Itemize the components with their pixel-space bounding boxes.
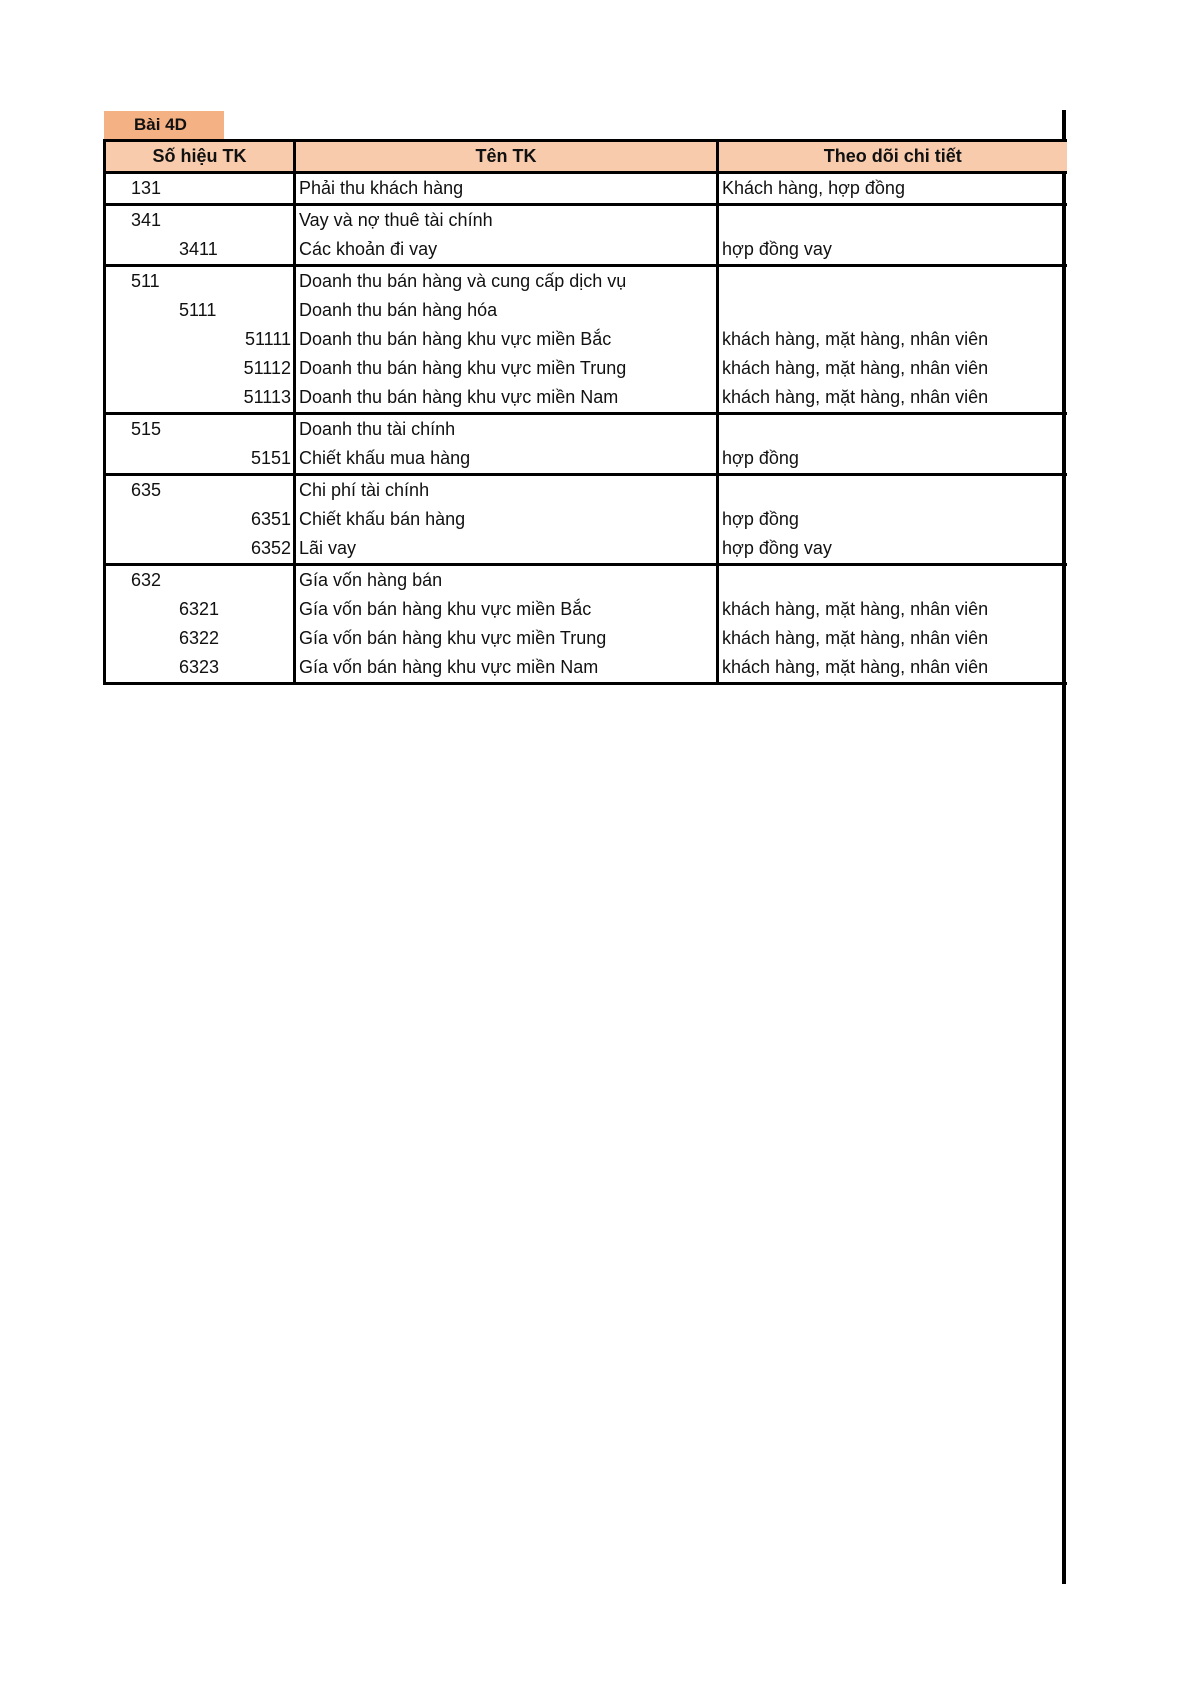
account-name: Gía vốn bán hàng khu vực miền Nam (295, 653, 718, 684)
account-code-cell (105, 505, 295, 534)
account-name: Lãi vay (295, 534, 718, 565)
account-name: Doanh thu bán hàng khu vực miền Trung (295, 354, 718, 383)
account-code: 511 (131, 271, 160, 291)
table-body (105, 173, 1067, 684)
account-code: 51111 (244, 329, 291, 349)
account-name: Doanh thu bán hàng và cung cấp dịch vụ (295, 266, 718, 297)
account-code-cell (105, 624, 295, 653)
detail-tracking: khách hàng, mặt hàng, nhân viên (718, 624, 1067, 653)
detail-tracking: khách hàng, mặt hàng, nhân viên (718, 383, 1067, 414)
detail-tracking (718, 565, 1067, 596)
account-code: 515 (131, 419, 162, 439)
header-account-name: Tên TK (295, 141, 718, 173)
table-row (105, 624, 1067, 653)
table-row (105, 325, 1067, 354)
account-code: 5111 (179, 300, 217, 320)
account-name: Chi phí tài chính (295, 475, 718, 506)
table-row (105, 235, 1067, 266)
account-code-cell (105, 444, 295, 475)
account-code-cell (105, 595, 295, 624)
table-row (105, 414, 1067, 445)
account-name: Vay và nợ thuê tài chính (295, 205, 718, 236)
account-name: Doanh thu bán hàng khu vực miền Bắc (295, 325, 718, 354)
account-name: Các khoản đi vay (295, 235, 718, 266)
table-row (105, 354, 1067, 383)
header-detail-tracking: Theo dõi chi tiết (718, 141, 1067, 173)
header-row (105, 141, 1067, 173)
account-code-cell (105, 653, 295, 684)
account-code-cell (105, 565, 295, 596)
detail-tracking: khách hàng, mặt hàng, nhân viên (718, 595, 1067, 624)
account-code: 6352 (250, 538, 291, 558)
account-code-cell (105, 205, 295, 236)
account-code: 341 (131, 210, 162, 230)
account-code: 6322 (179, 628, 220, 648)
table-row (105, 534, 1067, 565)
account-code-cell (105, 235, 295, 266)
accounts-table (103, 139, 1067, 685)
account-name: Doanh thu bán hàng hóa (295, 296, 718, 325)
table-row (105, 565, 1067, 596)
account-name: Gía vốn bán hàng khu vực miền Bắc (295, 595, 718, 624)
detail-tracking (718, 296, 1067, 325)
account-name: Chiết khấu mua hàng (295, 444, 718, 475)
account-code: 5151 (250, 448, 291, 468)
table-row (105, 266, 1067, 297)
account-name: Gía vốn bán hàng khu vực miền Trung (295, 624, 718, 653)
detail-tracking: Khách hàng, hợp đồng (718, 173, 1067, 205)
account-code-cell (105, 354, 295, 383)
detail-tracking (718, 414, 1067, 445)
account-code-cell (105, 266, 295, 297)
detail-tracking: hợp đồng vay (718, 534, 1067, 565)
table-row (105, 296, 1067, 325)
detail-tracking (718, 475, 1067, 506)
table-row (105, 653, 1067, 684)
detail-tracking: khách hàng, mặt hàng, nhân viên (718, 325, 1067, 354)
account-code: 6351 (250, 509, 291, 529)
table-row (105, 444, 1067, 475)
account-code-cell (105, 383, 295, 414)
account-code: 635 (131, 480, 162, 500)
account-code-cell (105, 534, 295, 565)
account-name: Doanh thu tài chính (295, 414, 718, 445)
detail-tracking: khách hàng, mặt hàng, nhân viên (718, 653, 1067, 684)
account-code-cell (105, 325, 295, 354)
detail-tracking: hợp đồng (718, 444, 1067, 475)
account-name: Chiết khấu bán hàng (295, 505, 718, 534)
detail-tracking: hợp đồng vay (718, 235, 1067, 266)
account-code: 6321 (179, 599, 220, 619)
account-name: Doanh thu bán hàng khu vực miền Nam (295, 383, 718, 414)
table-row (105, 595, 1067, 624)
account-code: 6323 (179, 657, 220, 677)
account-code-cell (105, 296, 295, 325)
sheet-title: Bài 4D (104, 111, 224, 139)
account-code: 51112 (243, 358, 291, 378)
header-account-code: Số hiệu TK (105, 141, 295, 173)
detail-tracking: hợp đồng (718, 505, 1067, 534)
account-code-cell (105, 173, 295, 205)
table-row (105, 383, 1067, 414)
account-code-cell (105, 414, 295, 445)
table-row (105, 205, 1067, 236)
table-row (105, 505, 1067, 534)
account-name: Phải thu khách hàng (295, 173, 718, 205)
detail-tracking (718, 266, 1067, 297)
table-row (105, 173, 1067, 205)
account-code-cell (105, 475, 295, 506)
account-code: 3411 (179, 239, 218, 259)
account-code: 51113 (243, 387, 291, 407)
detail-tracking (718, 205, 1067, 236)
account-code: 131 (131, 178, 162, 198)
table-row (105, 475, 1067, 506)
detail-tracking: khách hàng, mặt hàng, nhân viên (718, 354, 1067, 383)
account-name: Gía vốn hàng bán (295, 565, 718, 596)
account-code: 632 (131, 570, 162, 590)
